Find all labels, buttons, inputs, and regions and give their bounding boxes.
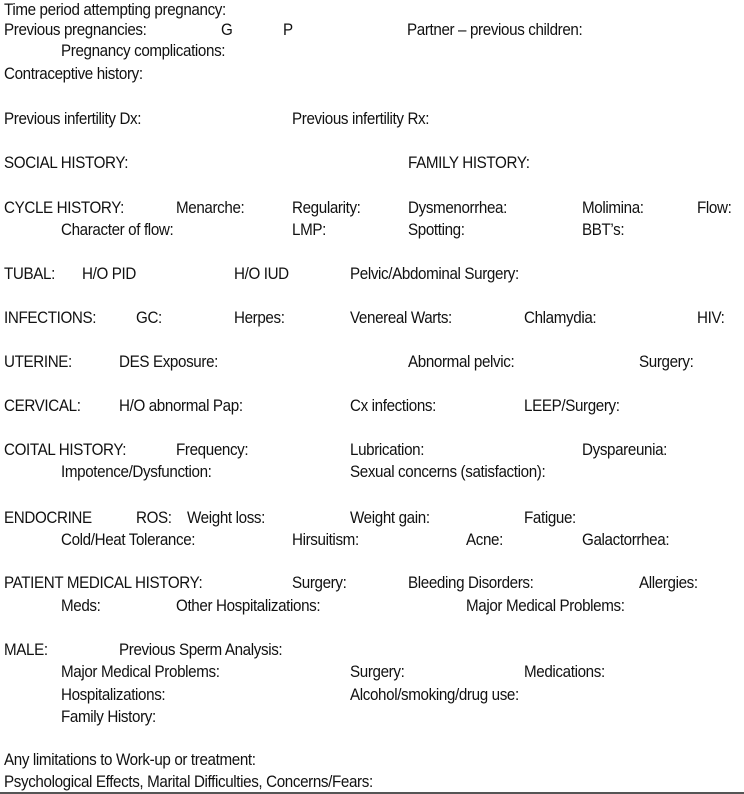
gravida-label: G (221, 21, 233, 39)
pmh-surgery-label: Surgery: (292, 574, 347, 592)
previous-pregnancies-label: Previous pregnancies: (4, 21, 147, 39)
major-medical-problems-label: Major Medical Problems: (466, 597, 625, 615)
social-history-heading: SOCIAL HISTORY: (4, 154, 129, 172)
male-surgery-label: Surgery: (350, 663, 405, 681)
pregnancy-complications-label: Pregnancy complications: (61, 42, 226, 60)
ros-label: ROS: (136, 509, 172, 527)
galactorrhea-label: Galactorrhea: (582, 531, 670, 549)
dysmenorrhea-label: Dysmenorrhea: (408, 199, 507, 217)
fatigue-label: Fatigue: (524, 509, 576, 527)
hirsuitism-label: Hirsuitism: (292, 531, 359, 549)
allergies-label: Allergies: (639, 574, 698, 592)
tubal-heading: TUBAL: (4, 265, 55, 283)
flow-label: Flow: (697, 199, 732, 217)
pelvic-abdominal-surgery-label: Pelvic/Abdominal Surgery: (350, 265, 519, 283)
abnormal-pap-label: H/O abnormal Pap: (119, 397, 243, 415)
limitations-label: Any limitations to Work-up or treatment: (4, 751, 256, 769)
des-exposure-label: DES Exposure: (119, 353, 219, 371)
uterine-heading: UTERINE: (4, 353, 72, 371)
coital-history-heading: COITAL HISTORY: (4, 441, 127, 459)
bleeding-disorders-label: Bleeding Disorders: (408, 574, 534, 592)
male-major-medical-problems-label: Major Medical Problems: (61, 663, 220, 681)
time-period-label: Time period attempting pregnancy: (4, 1, 226, 19)
chlamydia-label: Chlamydia: (524, 309, 597, 327)
cycle-history-heading: CYCLE HISTORY: (4, 199, 124, 217)
leep-surgery-label: LEEP/Surgery: (524, 397, 620, 415)
para-label: P (283, 21, 293, 39)
venereal-warts-label: Venereal Warts: (350, 309, 452, 327)
gc-label: GC: (136, 309, 162, 327)
menarche-label: Menarche: (176, 199, 245, 217)
weight-gain-label: Weight gain: (350, 509, 430, 527)
medications-label: Medications: (524, 663, 605, 681)
alcohol-smoking-drug-label: Alcohol/smoking/drug use: (350, 686, 519, 704)
meds-label: Meds: (61, 597, 101, 615)
male-hospitalizations-label: Hospitalizations: (61, 686, 166, 704)
male-family-history-label: Family History: (61, 708, 156, 726)
psychological-effects-label: Psychological Effects, Marital Difficulties, Concerns/Fears: (4, 773, 373, 791)
character-of-flow-label: Character of flow: (61, 221, 174, 239)
dyspareunia-label: Dyspareunia: (582, 441, 668, 459)
regularity-label: Regularity: (292, 199, 361, 217)
previous-infertility-rx-label: Previous infertility Rx: (292, 110, 430, 128)
molimina-label: Molimina: (582, 199, 644, 217)
cold-heat-tolerance-label: Cold/Heat Tolerance: (61, 531, 196, 549)
impotence-label: Impotence/Dysfunction: (61, 463, 212, 481)
other-hospitalizations-label: Other Hospitalizations: (176, 597, 321, 615)
ho-iud-label: H/O IUD (234, 265, 289, 283)
patient-medical-history-heading: PATIENT MEDICAL HISTORY: (4, 574, 203, 592)
lubrication-label: Lubrication: (350, 441, 425, 459)
previous-sperm-analysis-label: Previous Sperm Analysis: (119, 641, 283, 659)
previous-infertility-dx-label: Previous infertility Dx: (4, 110, 142, 128)
cervical-heading: CERVICAL: (4, 397, 81, 415)
hiv-label: HIV: (697, 309, 725, 327)
cx-infections-label: Cx infections: (350, 397, 436, 415)
lmp-label: LMP: (292, 221, 326, 239)
frequency-label: Frequency: (176, 441, 249, 459)
uterine-surgery-label: Surgery: (639, 353, 694, 371)
endocrine-heading: ENDOCRINE (4, 509, 92, 527)
male-heading: MALE: (4, 641, 48, 659)
infections-heading: INFECTIONS: (4, 309, 97, 327)
spotting-label: Spotting: (408, 221, 465, 239)
contraceptive-history-label: Contraceptive history: (4, 65, 143, 83)
herpes-label: Herpes: (234, 309, 285, 327)
weight-loss-label: Weight loss: (187, 509, 265, 527)
family-history-heading: FAMILY HISTORY: (408, 154, 530, 172)
partner-children-label: Partner – previous children: (407, 21, 583, 39)
ho-pid-label: H/O PID (82, 265, 136, 283)
abnormal-pelvic-label: Abnormal pelvic: (408, 353, 515, 371)
bbts-label: BBT’s: (582, 221, 625, 239)
acne-label: Acne: (466, 531, 503, 549)
sexual-concerns-label: Sexual concerns (satisfaction): (350, 463, 546, 481)
